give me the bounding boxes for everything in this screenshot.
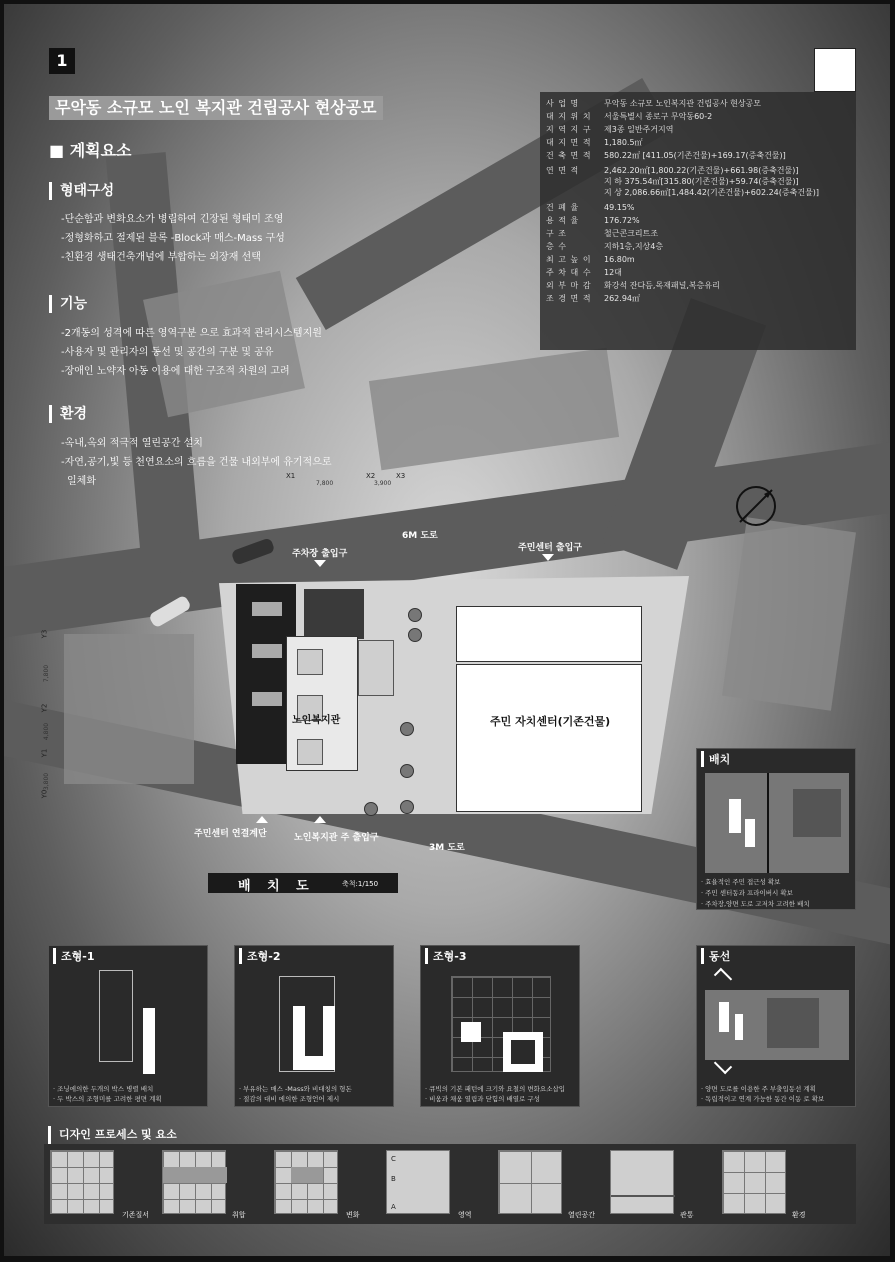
process-label: 기존질서 <box>122 1211 150 1219</box>
form-panel-1-title: 조형-1 <box>53 948 94 964</box>
caption: · 조닝에의한 두개의 박스 병렬 배치 <box>53 1085 154 1093</box>
road-3m-label: 3M 도로 <box>429 843 465 853</box>
plan-scale: 축척:1/150 <box>342 880 379 888</box>
spec-row: 건 축 면 적 580.22㎡ [411.05(기존건물)+169.17(증축건물)] <box>546 151 786 160</box>
caption: · 절감의 대비 에의한 조형언어 제시 <box>239 1095 340 1103</box>
process-label: 환경 <box>792 1211 806 1219</box>
spec-row: 용 적 율 176.72% <box>546 216 640 225</box>
dimension-label: 4,800 <box>43 722 51 741</box>
plan-title-bar <box>208 873 398 893</box>
layout-panel <box>696 748 856 910</box>
board-title: 무악동 소규모 노인 복지관 건립공사 현상공모 <box>49 96 383 120</box>
form-item-3: -친환경 생태건축개념에 부합하는 외장재 선택 <box>61 252 261 263</box>
tree-icon <box>400 722 414 736</box>
caption: · 부유하는 매스 -Mass와 비대칭의 형돈 <box>239 1085 352 1093</box>
north-arrow-icon <box>734 484 778 528</box>
neighbor-block <box>369 348 619 471</box>
function-item-1: -2개동의 성격에 따른 영역구분 으로 효과적 관리시스템지원 <box>61 328 322 339</box>
dimension-label: 7,800 <box>43 664 51 683</box>
presentation-board <box>4 4 890 1256</box>
process-label: 취합 <box>232 1211 246 1219</box>
grid-label: X2 <box>366 472 376 480</box>
caption: · 양면 도로를 이용한 주 부출입동선 계획 <box>701 1085 816 1093</box>
entry-arrow-icon <box>256 816 268 823</box>
process-diagram <box>274 1150 338 1214</box>
grid-label: Y0 <box>40 789 49 799</box>
grid-label: Y2 <box>40 703 49 713</box>
caption: · 독립적이고 연계 가능한 동간 이동 로 확보 <box>701 1095 825 1103</box>
dimension-label: 3,800 <box>43 772 51 791</box>
entry-arrow-icon <box>542 554 554 561</box>
process-diagram <box>386 1150 450 1214</box>
heading-function: 기능 <box>49 295 87 313</box>
env-item-1: -옥내,옥외 적극적 열린공간 설치 <box>61 438 203 449</box>
building-shadow <box>304 589 364 639</box>
grid-label: Y3 <box>40 629 49 639</box>
parking-stall <box>252 692 282 706</box>
form-item-1: -단순함과 변화요소가 병립하여 긴장된 형태미 조영 <box>61 214 284 225</box>
tree-icon <box>400 800 414 814</box>
spec-row: 사 업 명 무악동 소규모 노인복지관 건립공사 현상공모 <box>546 99 762 108</box>
center-stairs-label: 주민센터 연결계단 <box>194 829 267 839</box>
corner-box <box>814 48 856 92</box>
caption: · 효율적인 주민 접근성 확보 <box>701 878 781 886</box>
grid-label: X3 <box>396 472 406 480</box>
function-item-2: -사용자 및 관리자의 동선 및 공간의 구분 및 공유 <box>61 347 274 358</box>
spec-row: 건 폐 율 49.15% <box>546 203 635 212</box>
form-panel-3 <box>420 945 580 1107</box>
caption: · 두 박스의 조형미를 고려한 평면 계획 <box>53 1095 162 1103</box>
community-center-existing <box>456 606 642 662</box>
plan-title: 배 치 도 <box>238 879 315 894</box>
caption: · 큐빅의 기본 패턴에 크기와 요철의 변화요소삽입 <box>425 1085 566 1093</box>
spec-row: 지 하 375.54㎡[315.80(기존건물)+59.74(증축건물)] <box>604 177 799 186</box>
spec-row: 층 수 지하1층,지상4층 <box>546 242 664 251</box>
road-6m-label: 6M 도로 <box>402 531 438 541</box>
caption: · 주차장,양면 도로 고저차 고려한 배치 <box>701 900 810 908</box>
main-entry-label: 노인복지관 주 출입구 <box>294 833 379 843</box>
tree-icon <box>408 628 422 642</box>
spec-row: 대 지 면 적 1,180.5㎡ <box>546 138 643 147</box>
form-panel-3-title: 조형-3 <box>425 948 466 964</box>
process-diagram <box>722 1150 786 1214</box>
spec-row: 최 고 높 이 16.80m <box>546 255 635 264</box>
caption: · 주민 센터동과 프라이버시 확보 <box>701 889 793 897</box>
env-item-3: 일체화 <box>67 476 96 487</box>
spec-row: 연 면 적 2,462.20㎡[1,800.22(기존건물)+661.98(증축건물)] <box>546 166 799 175</box>
entry-arrow-icon <box>314 816 326 823</box>
community-center-label: 주민 자치센터(기존건물) <box>490 715 611 728</box>
process-label: 관통 <box>680 1211 694 1219</box>
parking-stall <box>252 602 282 616</box>
spec-row: 지 역 지 구 제3종 일반주거지역 <box>546 125 674 134</box>
process-label: 변화 <box>346 1211 360 1219</box>
spec-row: 지 상 2,086.66㎡[1,484.42(기존건물)+602.24(증축건물)] <box>604 188 820 197</box>
grid-label: Y1 <box>40 748 49 758</box>
form-item-2: -정형화하고 절제된 블록 -Block과 매스-Mass 구성 <box>61 233 285 244</box>
function-item-3: -장애인 노약자 아동 이용에 대한 구조적 차원의 고려 <box>61 366 290 377</box>
dimension-label: 7,800 <box>316 480 334 487</box>
link-block <box>358 640 394 696</box>
zone-letter: C <box>391 1155 396 1163</box>
spec-row: 주 차 대 수 12대 <box>546 268 622 277</box>
form-panel-1 <box>48 945 208 1107</box>
process-diagram <box>162 1150 226 1214</box>
env-item-2: -자연,공기,빛 등 천연요소의 흐름을 건물 내외부에 유기적으로 <box>61 457 332 468</box>
grid-label: X1 <box>286 472 296 480</box>
board-number: 1 <box>49 48 75 74</box>
heading-form: 형태구성 <box>49 182 114 200</box>
tree-icon <box>400 764 414 778</box>
caption: · 비움과 채움 열림과 닫힘의 배열로 구성 <box>425 1095 540 1103</box>
spec-row: 외 부 마 감 화강석 잔다듬,목재패널,복층유리 <box>546 281 720 290</box>
neighbor-block <box>722 517 856 711</box>
elderly-welfare-building <box>286 636 358 771</box>
layout-panel-title: 배치 <box>701 751 730 767</box>
zone-letter: B <box>391 1175 396 1183</box>
center-entry-label: 주민센터 출입구 <box>518 543 582 553</box>
form-panel-2-title: 조형-2 <box>239 948 280 964</box>
dimension-label: 3,900 <box>374 480 392 487</box>
heading-environment: 환경 <box>49 405 87 423</box>
circulation-panel-title: 동선 <box>701 948 730 964</box>
zone-letter: A <box>391 1203 396 1211</box>
process-heading: 디자인 프로세스 및 요소 <box>48 1126 177 1144</box>
tree-icon <box>408 608 422 622</box>
elderly-building-label: 노인복지관 <box>292 715 341 726</box>
process-label: 열린공간 <box>568 1211 596 1219</box>
project-spec-table <box>540 92 856 350</box>
parking-entry-label: 주차장 출입구 <box>292 549 348 559</box>
parking-stall <box>252 644 282 658</box>
process-diagram <box>50 1150 114 1214</box>
community-center-main <box>456 664 642 812</box>
process-diagram <box>498 1150 562 1214</box>
spec-row: 구 조 철근콘크리트조 <box>546 229 659 238</box>
circulation-panel <box>696 945 856 1107</box>
neighbor-block <box>64 634 194 784</box>
tree-icon <box>364 802 378 816</box>
process-label: 영역 <box>458 1211 472 1219</box>
form-panel-2 <box>234 945 394 1107</box>
spec-row: 조 경 면 적 262.94㎡ <box>546 294 640 303</box>
spec-row: 대 지 위 치 서울특별시 종로구 무악동60-2 <box>546 112 713 121</box>
process-diagram <box>610 1150 674 1214</box>
section-heading: ■ 계획요소 <box>49 141 132 160</box>
chevron-up-icon <box>714 968 732 986</box>
entry-arrow-icon <box>314 560 326 567</box>
